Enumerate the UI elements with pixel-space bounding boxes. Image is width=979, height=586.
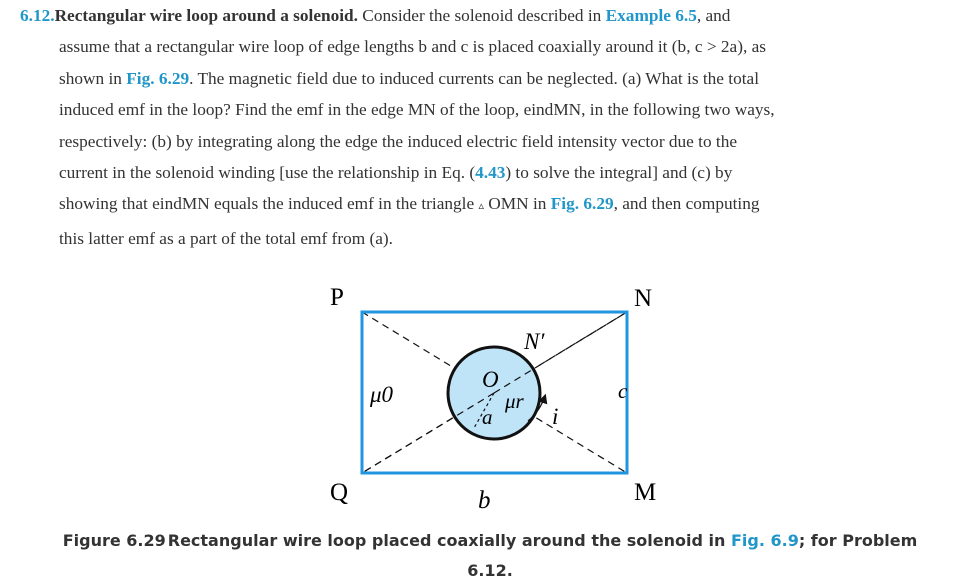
label-Q: Q bbox=[330, 479, 349, 506]
problem-line-5: respectively: (b) by integrating along the edge the induced electric field intensity vector due to the bbox=[59, 131, 738, 151]
label-a: a bbox=[482, 405, 493, 429]
label-M: M bbox=[634, 479, 657, 506]
figure-link[interactable]: Fig. 6.29 bbox=[126, 68, 190, 88]
caption-figure-link[interactable]: Fig. 6.9 bbox=[730, 531, 799, 550]
caption-text: ; for Problem bbox=[798, 531, 918, 550]
label-P: P bbox=[330, 284, 344, 311]
problem-text-segment: OMN in bbox=[483, 194, 551, 214]
caption-number: Figure 6.29 bbox=[62, 531, 166, 550]
problem-line-1 bbox=[20, 0, 970, 31]
caption-text: 6.12. bbox=[467, 561, 513, 580]
label-mu0: μ0 bbox=[370, 382, 394, 407]
example-link[interactable]: Example 6.5 bbox=[605, 6, 697, 25]
problem-text-segment: current in the solenoid winding [use the relationship in Eq. ( bbox=[59, 163, 476, 183]
equation-link[interactable]: 4.43 bbox=[475, 163, 506, 183]
problem-text-segment: , and then computing bbox=[613, 194, 760, 214]
figure-6-29 bbox=[320, 278, 665, 514]
problem-line-3 bbox=[20, 63, 970, 94]
triangle-symbol: ▵ bbox=[478, 200, 484, 213]
figure-diagram bbox=[320, 278, 665, 514]
problem-text-segment: . The magnetic field due to induced currents can be neglected. (a) What is the total bbox=[189, 68, 760, 88]
problem-text-segment: shown in bbox=[59, 68, 127, 88]
problem-line-7 bbox=[20, 188, 970, 222]
label-c: c bbox=[618, 379, 628, 403]
problem-text-segment: ) to solve the integral] and (c) by bbox=[505, 163, 733, 183]
problem-number: 6.12. bbox=[20, 6, 55, 25]
problem-text-segment: Consider the solenoid described in bbox=[357, 6, 606, 25]
problem-text-segment: , and bbox=[696, 6, 731, 25]
problem-title: Rectangular wire loop around a solenoid. bbox=[54, 6, 358, 25]
label-mur: μr bbox=[505, 389, 524, 413]
label-i: i bbox=[552, 404, 559, 429]
figure-link[interactable]: Fig. 6.29 bbox=[550, 194, 614, 214]
problem-line-6 bbox=[20, 157, 970, 188]
figure-caption bbox=[60, 526, 920, 586]
problem-text-segment: showing that eindMN equals the induced emf in the triangle bbox=[59, 194, 479, 214]
problem-line-8: this latter emf as a part of the total emf from (a). bbox=[59, 228, 393, 248]
label-O: O bbox=[482, 367, 499, 392]
problem-line-4: induced emf in the loop? Find the emf in the edge MN of the loop, eindMN, in the following two ways, bbox=[59, 100, 775, 120]
label-N-prime: N′ bbox=[524, 329, 545, 354]
caption-text: Rectangular wire loop placed coaxially around the solenoid in bbox=[167, 531, 731, 550]
problem-line-2: assume that a rectangular wire loop of edge lengths b and c is placed coaxially around it (b, c > 2a), as bbox=[59, 37, 766, 57]
label-N: N bbox=[634, 285, 653, 312]
label-b: b bbox=[478, 487, 491, 514]
problem-text bbox=[20, 0, 970, 254]
